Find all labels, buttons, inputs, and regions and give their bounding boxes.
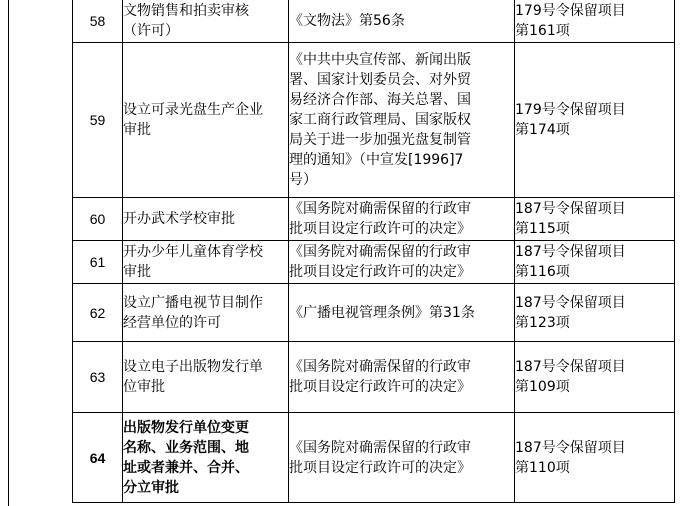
table-row (73, 198, 675, 241)
legal-basis: 《国务院对确需保留的行政审 批项目设定行政许可的决定》 (289, 413, 515, 503)
row-number: 64 (73, 413, 123, 503)
legal-basis: 《国务院对确需保留的行政审 批项目设定行政许可的决定》 (289, 198, 515, 241)
approval-items-table (72, 0, 675, 503)
item-name: 开办少年儿童体育学校 审批 (123, 241, 289, 284)
legal-basis: 《文物法》第56条 (289, 0, 515, 43)
table-row (73, 241, 675, 284)
table-row (73, 43, 675, 198)
row-number: 60 (73, 198, 123, 241)
item-name: 开办武术学校审批 (123, 198, 289, 241)
table-row (73, 0, 675, 43)
order-reference: 187号令保留项目 第115项 (515, 198, 675, 241)
order-reference: 187号令保留项目 第109项 (515, 342, 675, 413)
table-row (73, 342, 675, 413)
table-row (73, 413, 675, 503)
order-reference: 179号令保留项目 第174项 (515, 43, 675, 198)
order-reference: 179号令保留项目 第161项 (515, 0, 675, 43)
item-name: 设立广播电视节目制作 经营单位的许可 (123, 284, 289, 342)
table-row (73, 284, 675, 342)
left-border-line (8, 0, 9, 506)
order-reference: 187号令保留项目 第116项 (515, 241, 675, 284)
row-number: 61 (73, 241, 123, 284)
legal-basis: 《广播电视管理条例》第31条 (289, 284, 515, 342)
row-number: 63 (73, 342, 123, 413)
item-name: 设立电子出版物发行单 位审批 (123, 342, 289, 413)
order-reference: 187号令保留项目 第110项 (515, 413, 675, 503)
row-number: 58 (73, 0, 123, 43)
legal-basis: 《中共中央宣传部、新闻出版 署、国家计划委员会、对外贸 易经济合作部、海关总署、国 家工商行政管理局、国家版权 局关于进一步加强光盘复制管 理的通知》（中宣发[1996]7 号） (289, 43, 515, 198)
order-reference: 187号令保留项目 第123项 (515, 284, 675, 342)
legal-basis: 《国务院对确需保留的行政审 批项目设定行政许可的决定》 (289, 342, 515, 413)
item-name: 设立可录光盘生产企业 审批 (123, 43, 289, 198)
item-name: 出版物发行单位变更 名称、业务范围、地 址或者兼并、合并、 分立审批 (123, 413, 289, 503)
item-name: 文物销售和拍卖审核 （许可） (123, 0, 289, 43)
row-number: 62 (73, 284, 123, 342)
row-number: 59 (73, 43, 123, 198)
legal-basis: 《国务院对确需保留的行政审 批项目设定行政许可的决定》 (289, 241, 515, 284)
